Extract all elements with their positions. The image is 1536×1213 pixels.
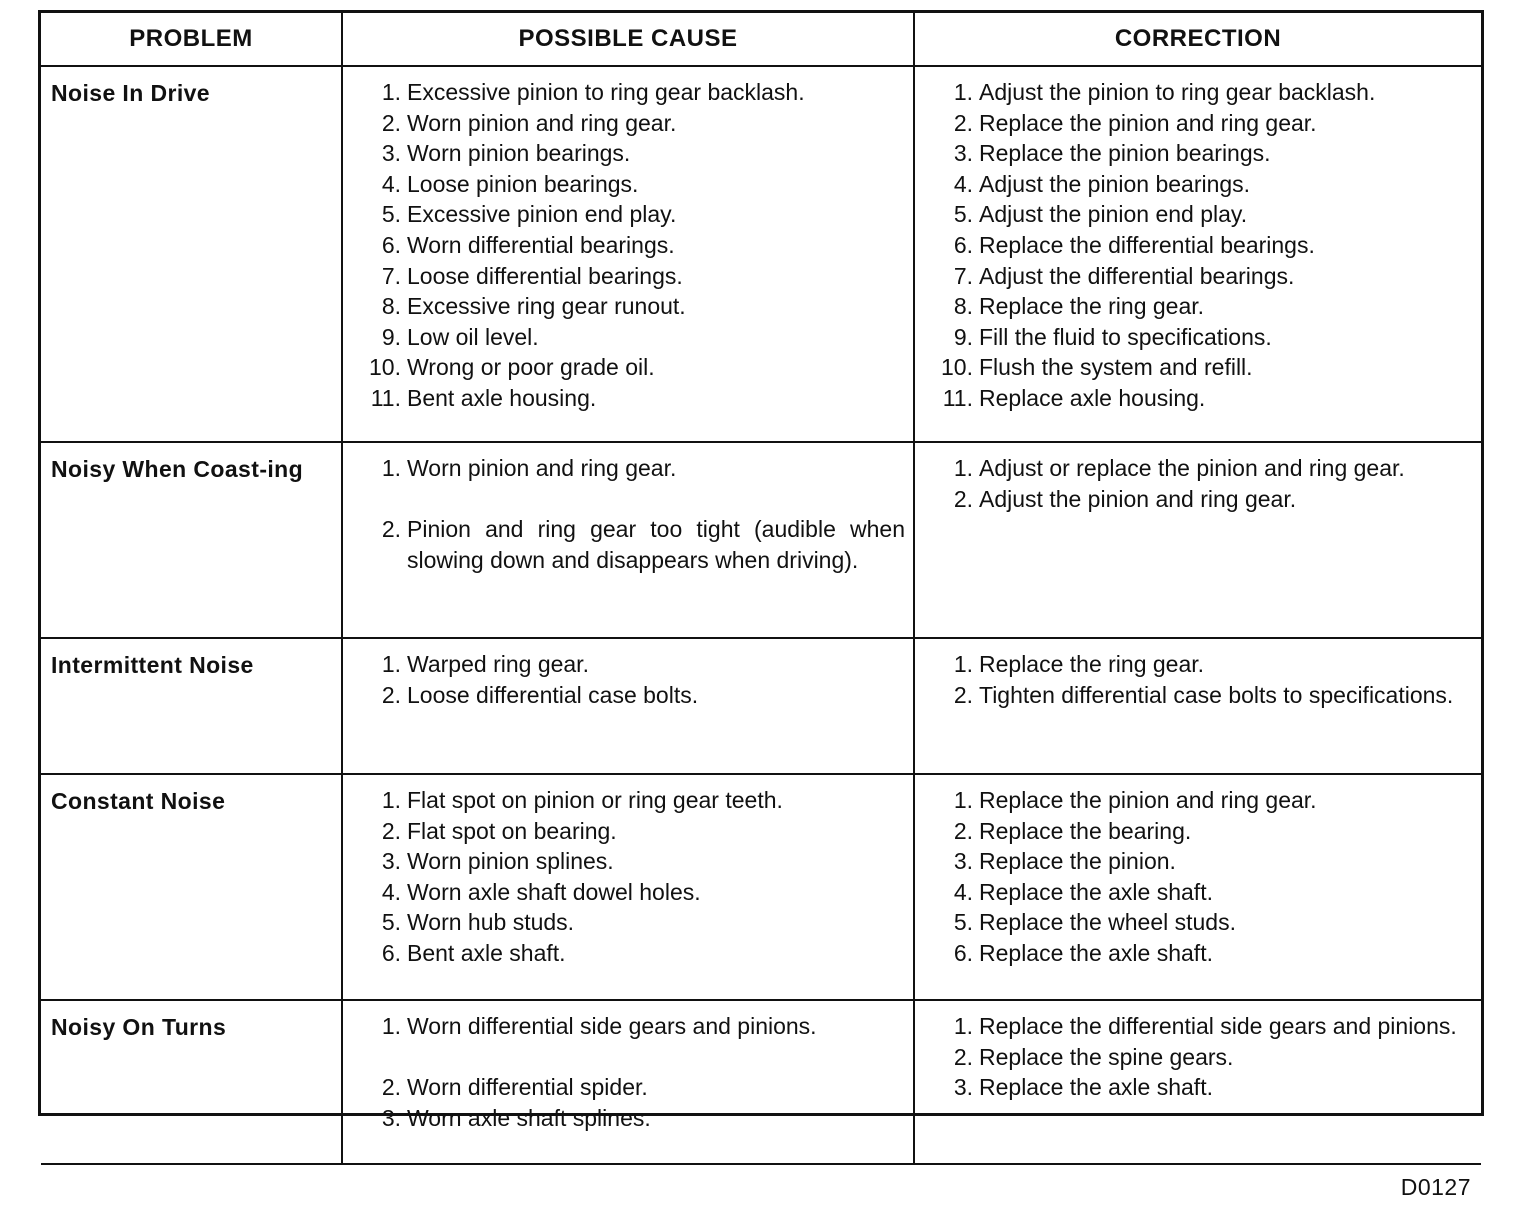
list-item: 6. Replace the axle shaft. [953, 939, 1213, 966]
list-item: 10. Flush the system and refill. [941, 354, 1253, 381]
table-row [41, 638, 1481, 774]
list-item: 3. Replace the axle shaft. [953, 1074, 1213, 1101]
header-correction: CORRECTION [914, 13, 1481, 66]
list-item: 1. Replace the ring gear. [953, 651, 1205, 677]
list-item: 5. Replace the wheel studs. [953, 909, 1236, 936]
problem-cell: Intermittent Noise [41, 638, 342, 774]
list-item: 2. Worn differential spider. [381, 1074, 648, 1101]
correction-cell [914, 638, 1481, 774]
problem-cell: Noisy When Coast-ing [41, 442, 342, 638]
list-item: 2. Pinion and ring gear too tight (audible when slowing down and disappears when driving). [381, 516, 905, 573]
list-item: 5. Adjust the pinion end play. [953, 201, 1248, 228]
table-row [41, 1000, 1481, 1164]
list-item: 10. Wrong or poor grade oil. [369, 354, 655, 381]
cause-cell [342, 442, 914, 638]
table-row [41, 66, 1481, 442]
list-item: 1. Adjust the pinion to ring gear backlash. [953, 79, 1376, 105]
list-item: 2. Replace the pinion and ring gear. [953, 109, 1317, 136]
list-item: 11. Replace axle housing. [942, 384, 1206, 411]
list-item: 2. Flat spot on bearing. [381, 817, 617, 844]
list-item: 1. Worn pinion and ring gear. [381, 455, 677, 481]
cause-cell [342, 1000, 914, 1164]
correction-cell [914, 1000, 1481, 1164]
cause-cell [342, 66, 914, 442]
table-row [41, 774, 1481, 1000]
problem-cell: Noisy On Turns [41, 1000, 342, 1164]
problem-cell: Noise In Drive [41, 66, 342, 442]
cause-cell [342, 774, 914, 1000]
list-item: 5. Excessive pinion end play. [381, 201, 677, 228]
list-item: 9. Fill the fluid to specifications. [953, 323, 1272, 350]
list-item: 5. Worn hub studs. [381, 909, 575, 936]
list-item: 3. Worn pinion bearings. [381, 140, 631, 167]
list-item: 3. Replace the pinion. [953, 848, 1176, 875]
list-item: 8. Replace the ring gear. [953, 293, 1205, 320]
list-item: 1. Replace the differential side gears and pinions. [953, 1013, 1457, 1039]
list-item: 9. Low oil level. [381, 323, 539, 350]
list-item: 3. Worn pinion splines. [381, 848, 614, 875]
correction-cell [914, 66, 1481, 442]
list-item: 1. Replace the pinion and ring gear. [953, 787, 1317, 813]
list-item: 4. Replace the axle shaft. [953, 878, 1213, 905]
list-item: 2. Replace the bearing. [953, 817, 1192, 844]
correction-cell [914, 442, 1481, 638]
figure-code: D0127 [1400, 1174, 1471, 1200]
list-item: 1. Excessive pinion to ring gear backlash. [381, 79, 805, 105]
list-item: 1. Worn differential side gears and pinions. [381, 1013, 817, 1039]
table-footer [41, 1165, 1481, 1213]
troubleshooting-table [41, 13, 1481, 1165]
list-item: 8. Excessive ring gear runout. [381, 293, 686, 320]
header-problem: PROBLEM [41, 13, 342, 66]
list-item: 6. Replace the differential bearings. [953, 231, 1315, 258]
list-item: 2. Adjust the pinion and ring gear. [953, 485, 1297, 512]
list-item: 3. Replace the pinion bearings. [953, 140, 1271, 167]
list-item: 6. Bent axle shaft. [381, 939, 566, 966]
list-item: 11. Bent axle housing. [370, 384, 597, 411]
list-item: 2. Loose differential case bolts. [381, 681, 699, 708]
list-item: 1. Adjust or replace the pinion and ring gear. [953, 455, 1405, 481]
troubleshooting-chart [38, 10, 1484, 1200]
list-item: 4. Loose pinion bearings. [381, 170, 639, 197]
list-item: 7. Loose differential bearings. [381, 262, 683, 289]
correction-cell [914, 774, 1481, 1000]
list-item: 6. Worn differential bearings. [381, 231, 675, 258]
list-item: 2. Replace the spine gears. [953, 1043, 1234, 1070]
table-row [41, 442, 1481, 638]
problem-cell: Constant Noise [41, 774, 342, 1000]
list-item: 4. Worn axle shaft dowel holes. [381, 878, 701, 905]
list-item: 1. Flat spot on pinion or ring gear teeth. [381, 787, 783, 813]
list-item: 1. Warped ring gear. [381, 651, 589, 677]
list-item: 2. Tighten differential case bolts to specifications. [953, 681, 1454, 708]
cause-cell [342, 638, 914, 774]
list-item: 2. Worn pinion and ring gear. [381, 109, 677, 136]
list-item: 4. Adjust the pinion bearings. [953, 170, 1251, 197]
list-item: 3. Worn axle shaft splines. [381, 1104, 651, 1131]
header-possible-cause: POSSIBLE CAUSE [342, 13, 914, 66]
header-row [41, 13, 1481, 66]
list-item: 7. Adjust the differential bearings. [953, 262, 1295, 289]
